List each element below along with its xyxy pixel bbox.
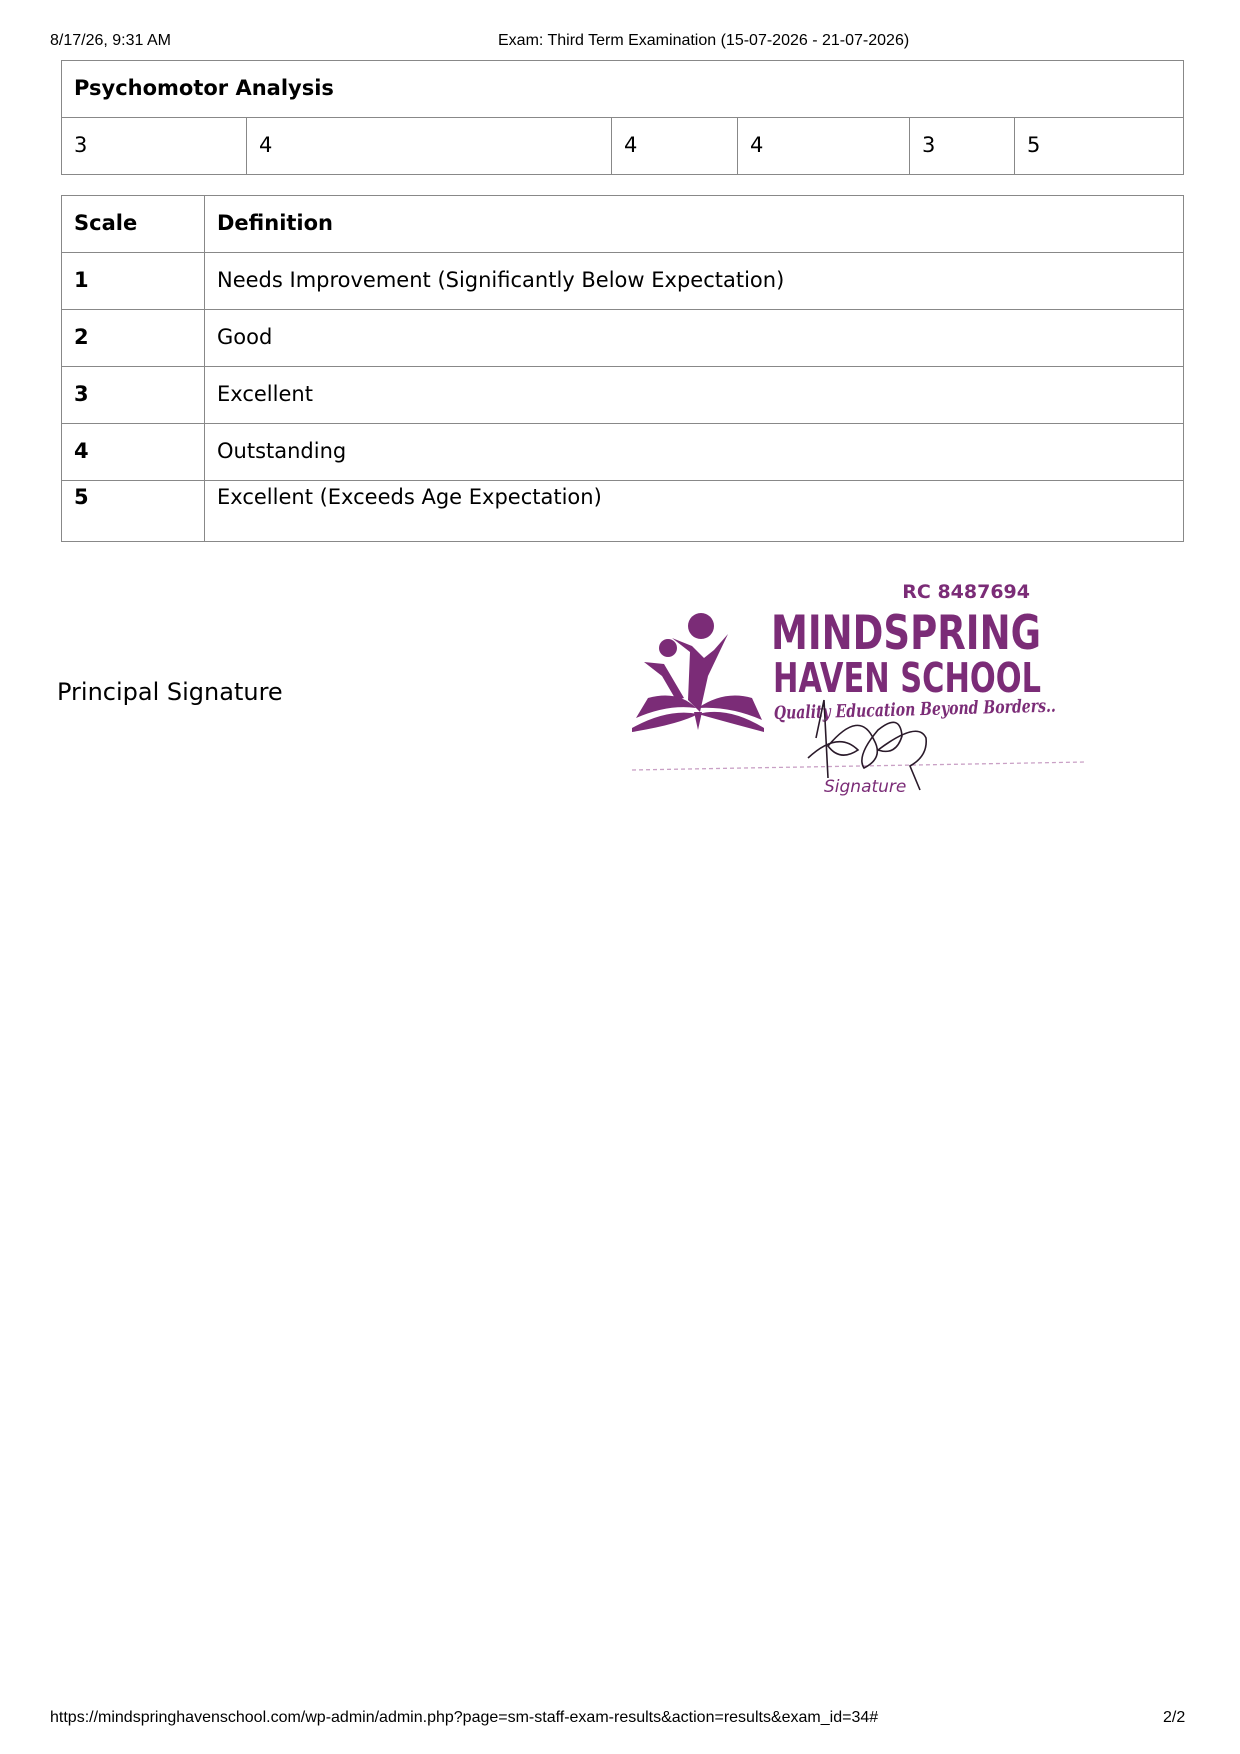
stamp-tagline: Quality Education Beyond Borders.. xyxy=(773,693,1136,724)
definition-header: Definition xyxy=(205,196,1184,253)
psychomotor-value: 5 xyxy=(1015,118,1184,175)
stamp-rc-number: RC 8487694 xyxy=(902,581,1030,603)
scale-value: 5 xyxy=(62,481,205,542)
scale-header-row xyxy=(62,196,1184,253)
scale-value: 3 xyxy=(62,367,205,424)
scale-value: 1 xyxy=(62,253,205,310)
signature-line xyxy=(632,762,1086,770)
scale-row xyxy=(62,481,1184,542)
page-number: 2/2 xyxy=(1163,1709,1186,1726)
stamp-signature-caption: Signature xyxy=(824,777,907,797)
print-datetime: 8/17/26, 9:31 AM xyxy=(50,32,171,49)
stamp-school-name-line1: MINDSPRING xyxy=(771,606,1041,661)
scale-value: 2 xyxy=(62,310,205,367)
scale-row xyxy=(62,253,1184,310)
scale-definition: Excellent (Exceeds Age Expectation) xyxy=(205,481,1184,542)
psychomotor-value: 4 xyxy=(738,118,910,175)
exam-title: Exam: Third Term Examination (15-07-2026 - 21-07-2026) xyxy=(498,32,910,49)
psychomotor-value: 4 xyxy=(612,118,738,175)
psychomotor-value: 3 xyxy=(62,118,247,175)
scale-definition: Outstanding xyxy=(205,424,1184,481)
psychomotor-values-row xyxy=(62,118,1184,175)
principal-signature-label: Principal Signature xyxy=(57,678,283,706)
scale-row xyxy=(62,310,1184,367)
school-logo-icon xyxy=(632,613,764,732)
scale-header: Scale xyxy=(62,196,205,253)
scale-definition: Excellent xyxy=(205,367,1184,424)
scale-value: 4 xyxy=(62,424,205,481)
psychomotor-title: Psychomotor Analysis xyxy=(62,61,1184,118)
scale-row xyxy=(62,367,1184,424)
psychomotor-table xyxy=(61,60,1184,175)
stamp-school-name-line2: HAVEN SCHOOL xyxy=(773,654,1041,702)
scale-definition: Needs Improvement (Significantly Below Expectation) xyxy=(205,253,1184,310)
school-stamp xyxy=(628,580,1136,805)
scale-definition-table xyxy=(61,195,1184,542)
psychomotor-value: 3 xyxy=(910,118,1015,175)
scale-definition: Good xyxy=(205,310,1184,367)
footer-url: https://mindspringhavenschool.com/wp-admin/admin.php?page=sm-staff-exam-results&action=results&exam_id=34# xyxy=(50,1709,879,1726)
psychomotor-value: 4 xyxy=(247,118,612,175)
psychomotor-title-row xyxy=(62,61,1184,118)
scale-row xyxy=(62,424,1184,481)
